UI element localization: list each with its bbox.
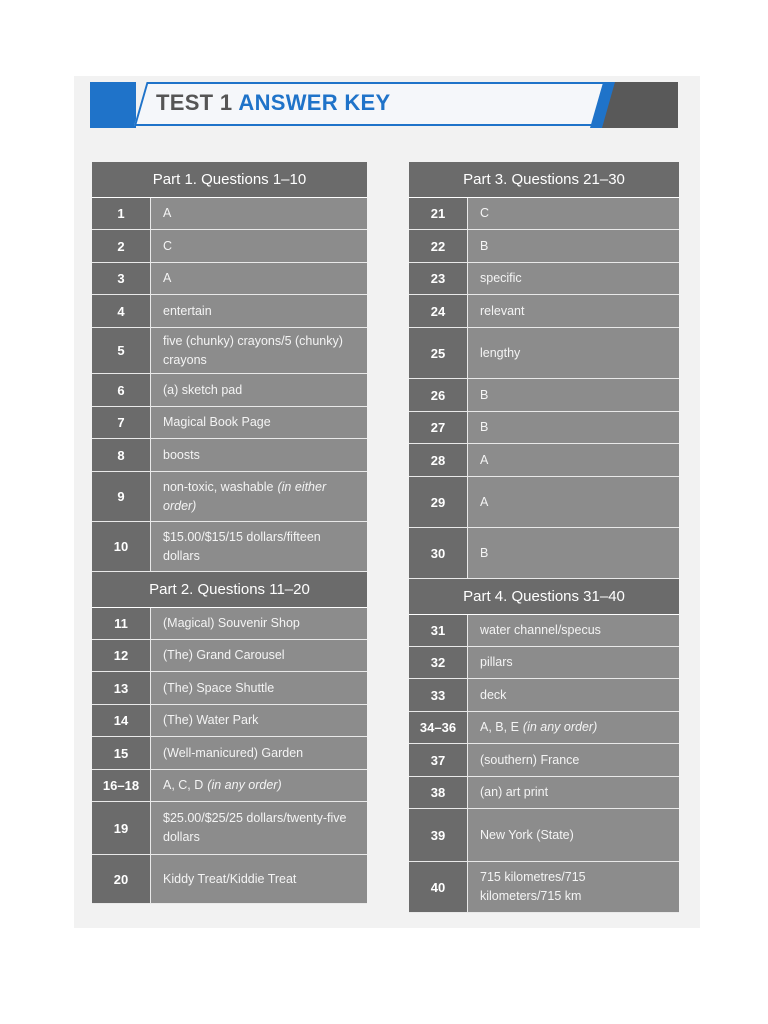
answer-cell <box>468 862 679 912</box>
answer-cell <box>151 374 367 406</box>
answer-cell <box>468 263 679 294</box>
answer-cell <box>468 230 679 262</box>
answer-note: (in either order) <box>163 479 327 513</box>
answer-row <box>409 777 679 809</box>
question-number: 33 <box>409 679 468 711</box>
answer-text: entertain <box>163 303 212 318</box>
question-number: 2 <box>92 230 151 262</box>
answer-cell <box>468 712 679 743</box>
title-banner <box>90 80 678 128</box>
answer-row <box>92 295 367 328</box>
answer-row <box>409 744 679 777</box>
answer-text: A <box>480 452 489 467</box>
answer-text: (Well-manicured) Garden <box>163 745 304 760</box>
answer-row <box>92 198 367 230</box>
answer-text: A, C, D <box>163 778 204 792</box>
question-number: 11 <box>92 608 151 639</box>
question-number: 31 <box>409 615 468 646</box>
question-number: 3 <box>92 263 151 294</box>
answer-text: water channel/specus <box>480 623 601 637</box>
question-number: 34–36 <box>409 712 468 743</box>
answer-text: (Magical) Souvenir Shop <box>163 616 300 630</box>
answer-note: (in any order) <box>522 720 598 734</box>
answer-cell <box>151 263 367 294</box>
answer-row <box>409 379 679 412</box>
answer-text: B <box>480 420 489 434</box>
answer-cell <box>468 777 679 808</box>
question-number: 32 <box>409 647 468 678</box>
answer-cell <box>151 198 367 229</box>
question-number: 20 <box>92 855 151 903</box>
answer-cell <box>468 744 679 776</box>
answer-row <box>409 230 679 263</box>
question-number: 9 <box>92 472 151 521</box>
page-title-key: ANSWER KEY <box>238 90 391 115</box>
answer-cell <box>468 477 679 527</box>
answer-cell <box>151 522 367 571</box>
answer-cell <box>151 230 367 262</box>
answer-cell <box>151 407 367 438</box>
answer-text: lengthy <box>480 345 521 360</box>
question-number: 27 <box>409 412 468 443</box>
answer-cell <box>151 295 367 327</box>
answer-row <box>92 608 367 640</box>
part-heading: Part 2. Questions 11–20 <box>92 572 367 608</box>
answer-column-left <box>92 162 367 904</box>
question-number: 14 <box>92 705 151 736</box>
answer-row <box>409 198 679 230</box>
question-number: 39 <box>409 809 468 861</box>
question-number: 23 <box>409 263 468 294</box>
question-number: 13 <box>92 672 151 704</box>
answer-text-wrap <box>163 478 355 516</box>
answer-text: B <box>480 238 489 253</box>
answer-cell <box>151 855 367 903</box>
answer-cell <box>151 640 367 671</box>
answer-text: 715 kilometres/715 kilometers/715 km <box>480 870 586 903</box>
answer-row <box>92 472 367 522</box>
answer-row <box>409 862 679 913</box>
answer-row <box>92 737 367 770</box>
question-number: 19 <box>92 802 151 854</box>
answer-row <box>92 328 367 374</box>
page-title <box>156 90 391 116</box>
answer-text: boosts <box>163 447 200 462</box>
answer-row <box>92 263 367 295</box>
answer-row <box>409 263 679 295</box>
question-number: 29 <box>409 477 468 527</box>
answer-text: New York (State) <box>480 827 574 842</box>
answer-row <box>92 672 367 705</box>
answer-cell <box>468 328 679 378</box>
answer-row <box>92 802 367 855</box>
answer-text: Magical Book Page <box>163 415 271 429</box>
question-number: 10 <box>92 522 151 571</box>
question-number: 24 <box>409 295 468 327</box>
question-number: 25 <box>409 328 468 378</box>
answer-row <box>409 412 679 444</box>
question-number: 16–18 <box>92 770 151 801</box>
answer-row <box>92 522 367 572</box>
answer-row <box>409 809 679 862</box>
answer-text: (a) sketch pad <box>163 382 243 397</box>
answer-text: A, B, E <box>480 720 519 734</box>
answer-cell <box>151 802 367 854</box>
answer-cell <box>151 770 367 801</box>
answer-text: non-toxic, washable <box>163 479 274 494</box>
answer-row <box>92 230 367 263</box>
answer-row <box>409 679 679 712</box>
banner-blue-tab <box>90 82 136 128</box>
answer-text: B <box>480 387 489 402</box>
answer-row <box>92 407 367 439</box>
answer-cell <box>468 295 679 327</box>
question-number: 21 <box>409 198 468 229</box>
answer-row <box>409 328 679 379</box>
answer-row <box>92 640 367 672</box>
question-number: 6 <box>92 374 151 406</box>
answer-row <box>409 615 679 647</box>
answer-cell <box>468 198 679 229</box>
answer-row <box>92 770 367 802</box>
question-number: 8 <box>92 439 151 471</box>
question-number: 38 <box>409 777 468 808</box>
answer-cell <box>151 672 367 704</box>
page-title-test: TEST 1 <box>156 90 233 115</box>
answer-text: (an) art print <box>480 785 549 799</box>
answer-row <box>409 295 679 328</box>
answer-note: (in any order) <box>207 778 282 792</box>
answer-text: relevant <box>480 303 525 318</box>
part-heading: Part 1. Questions 1–10 <box>92 162 367 198</box>
question-number: 22 <box>409 230 468 262</box>
answer-cell <box>151 608 367 639</box>
question-number: 4 <box>92 295 151 327</box>
answer-text: (The) Space Shuttle <box>163 680 275 695</box>
part-heading: Part 4. Questions 31–40 <box>409 579 679 615</box>
question-number: 7 <box>92 407 151 438</box>
question-number: 15 <box>92 737 151 769</box>
answer-text: B <box>480 545 489 560</box>
question-number: 37 <box>409 744 468 776</box>
answer-text: A <box>163 271 172 285</box>
answer-text: pillars <box>480 655 513 669</box>
banner-dark-block <box>602 82 678 128</box>
answer-cell <box>468 528 679 578</box>
question-number: 28 <box>409 444 468 476</box>
question-number: 26 <box>409 379 468 411</box>
answer-cell <box>151 737 367 769</box>
answer-text-wrap <box>480 718 597 737</box>
question-number: 40 <box>409 862 468 912</box>
answer-cell <box>468 444 679 476</box>
answer-cell <box>468 379 679 411</box>
answer-cell <box>468 809 679 861</box>
question-number: 30 <box>409 528 468 578</box>
answer-text: (The) Grand Carousel <box>163 648 285 662</box>
answer-row <box>409 444 679 477</box>
answer-row <box>92 374 367 407</box>
answer-text: Kiddy Treat/Kiddie Treat <box>163 871 297 886</box>
answer-text: (southern) France <box>480 752 580 767</box>
answer-row <box>409 647 679 679</box>
answer-row <box>92 705 367 737</box>
answer-text: A <box>480 494 489 509</box>
answer-row <box>409 528 679 579</box>
answer-text: (The) Water Park <box>163 713 259 727</box>
answer-text: specific <box>480 271 522 285</box>
answer-cell <box>468 679 679 711</box>
question-number: 1 <box>92 198 151 229</box>
answer-cell <box>151 439 367 471</box>
answer-text-wrap <box>163 776 282 795</box>
answer-row <box>92 439 367 472</box>
answer-row <box>92 855 367 904</box>
answer-text: five (chunky) crayons/5 (chunky) crayons <box>163 333 343 367</box>
answer-cell <box>151 705 367 736</box>
answer-text: deck <box>480 687 507 702</box>
answer-cell <box>468 412 679 443</box>
answer-text: $25.00/$25/25 dollars/twenty-five dollars <box>163 811 347 844</box>
answer-text: $15.00/$15/15 dollars/fifteen dollars <box>163 529 321 563</box>
answer-cell <box>151 472 367 521</box>
answer-column-right <box>409 162 679 913</box>
answer-cell <box>468 647 679 678</box>
answer-text: A <box>163 206 172 220</box>
answer-text: C <box>163 238 173 253</box>
question-number: 12 <box>92 640 151 671</box>
answer-cell <box>468 615 679 646</box>
answer-row <box>409 477 679 528</box>
part-heading: Part 3. Questions 21–30 <box>409 162 679 198</box>
answer-text: C <box>480 206 490 220</box>
question-number: 5 <box>92 328 151 373</box>
answer-row <box>409 712 679 744</box>
answer-cell <box>151 328 367 373</box>
